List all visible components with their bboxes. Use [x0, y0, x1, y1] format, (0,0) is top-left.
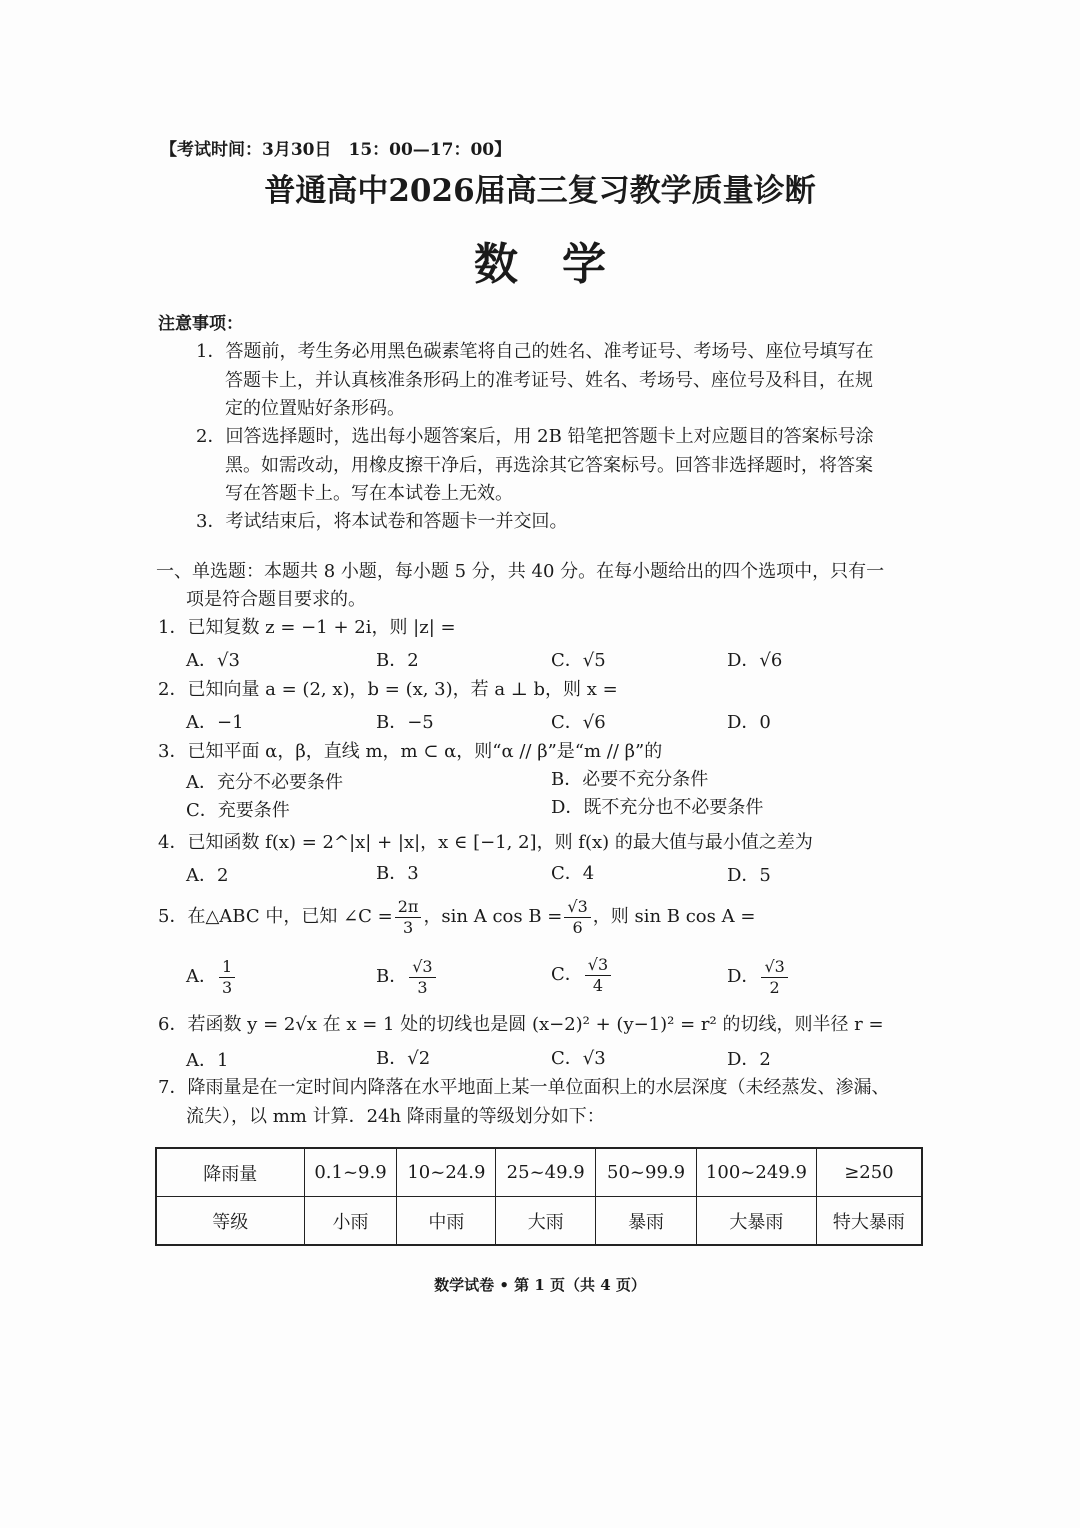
note-line: 答题卡上，并认真核准条形码上的准考证号、姓名、考场号、座位号及科目，在规	[225, 370, 873, 391]
q5-option-d	[727, 955, 790, 999]
table-cell: 10~24.9	[397, 1148, 496, 1197]
q1-option-b: B．2	[376, 650, 419, 671]
q1-option-c: C．√5	[551, 650, 606, 671]
q6-option-d: D．2	[727, 1049, 771, 1070]
option-label: D．	[727, 966, 760, 987]
denominator: 3	[417, 977, 428, 997]
q4-option-a: A．2	[186, 865, 229, 886]
note-line: 定的位置贴好条形码。	[225, 398, 405, 419]
notes-heading: 注意事项：	[158, 314, 243, 334]
q1-option-d: D．√6	[727, 650, 783, 671]
numerator: 2π	[395, 897, 422, 918]
option-fraction	[219, 957, 235, 998]
table-header-cell: 降雨量	[156, 1148, 304, 1197]
q5-text: ，则 sin B cos A =	[592, 906, 756, 927]
note-line: 1．答题前，考生务必用黑色碳素笔将自己的姓名、准考证号、考场号、座位号填写在	[196, 341, 874, 362]
numerator: √3	[564, 897, 590, 918]
q6-option-c: C．√3	[551, 1048, 606, 1069]
table-cell: 中雨	[397, 1197, 496, 1246]
question-5-stem	[158, 895, 755, 939]
table-row	[156, 1148, 922, 1197]
question-1-stem: 1．已知复数 z = −1 + 2i，则 |z| =	[158, 617, 456, 638]
q2-option-c: C．√6	[551, 712, 606, 733]
q5-fraction	[395, 897, 422, 938]
option-fraction	[585, 955, 611, 996]
q2-option-a: A．−1	[186, 712, 244, 733]
table-cell: 特大暴雨	[816, 1197, 922, 1246]
question-6-stem: 6．若函数 y = 2√x 在 x = 1 处的切线也是圆 (x−2)² + (y−1)² = r² 的切线，则半径 r =	[158, 1014, 884, 1035]
subject-title: 数 学	[474, 239, 606, 290]
q5-fraction	[564, 897, 590, 938]
note-line: 黑。如需改动，用橡皮擦干净后，再选涂其它答案标号。回答非选择题时，将答案	[225, 455, 873, 476]
table-cell: 25~49.9	[496, 1148, 596, 1197]
q3-option-d: D．既不充分也不必要条件	[551, 797, 764, 818]
q5-option-c	[551, 953, 613, 997]
numerator: √3	[585, 955, 611, 976]
q5-option-a	[186, 955, 237, 999]
note-line: 3．考试结束后，将本试卷和答题卡一并交回。	[196, 511, 568, 532]
q1-option-a: A．√3	[186, 650, 240, 671]
note-line: 2．回答选择题时，选出每小题答案后，用 2B 铅笔把答题卡上对应题目的答案标号涂	[196, 426, 874, 447]
exam-time: 【考试时间：3月30日 15：00—17：00】	[160, 140, 512, 160]
table-cell: 暴雨	[596, 1197, 697, 1246]
denominator: 4	[592, 975, 604, 995]
question-7-stem: 流失），以 mm 计算．24h 降雨量的等级划分如下：	[186, 1106, 605, 1127]
table-cell: 小雨	[304, 1197, 397, 1246]
q5-option-b	[376, 955, 438, 999]
q3-option-b: B．必要不充分条件	[551, 769, 709, 790]
table-cell: ≥250	[816, 1148, 922, 1197]
option-label: B．	[376, 966, 408, 987]
denominator: 3	[222, 977, 233, 997]
option-label: C．	[551, 964, 583, 985]
question-7-stem: 7．降雨量是在一定时间内降落在水平地面上某一单位面积上的水层深度（未经蒸发、渗漏、	[158, 1077, 890, 1098]
page-footer: 数学试卷 • 第 1 页（共 4 页）	[434, 1276, 646, 1294]
section-heading: 项是符合题目要求的。	[186, 589, 366, 610]
q3-option-a: A．充分不必要条件	[186, 772, 343, 793]
numerator: √3	[409, 957, 435, 978]
q5-text: ，sin A cos B =	[423, 906, 563, 927]
table-cell: 大暴雨	[696, 1197, 816, 1246]
table-cell: 50~99.9	[596, 1148, 697, 1197]
q3-option-c: C．充要条件	[186, 800, 290, 821]
q2-option-d: D．0	[727, 712, 771, 733]
question-2-stem: 2．已知向量 a = (2, x)，b = (x, 3)，若 a ⊥ b，则 x =	[158, 679, 618, 700]
option-fraction	[761, 957, 787, 998]
table-cell: 0.1~9.9	[304, 1148, 397, 1197]
q4-option-b: B．3	[376, 863, 419, 884]
q6-option-b: B．√2	[376, 1048, 431, 1069]
numerator: √3	[761, 957, 787, 978]
q6-option-a: A．1	[186, 1050, 229, 1071]
note-line: 写在答题卡上。写在本试卷上无效。	[225, 483, 513, 504]
numerator: 1	[219, 957, 235, 978]
question-3-stem: 3．已知平面 α，β，直线 m，m ⊂ α，则“α // β”是“m // β”的	[158, 741, 663, 762]
denominator: 3	[402, 917, 414, 937]
q5-text: 5．在△ABC 中，已知 ∠C =	[158, 906, 393, 927]
denominator: 6	[572, 917, 583, 937]
q4-option-d: D．5	[727, 865, 771, 886]
question-4-stem: 4．已知函数 f(x) = 2^|x| + |x|，x ∈ [−1, 2]，则 f(x) 的最大值与最小值之差为	[158, 832, 813, 853]
option-fraction	[409, 957, 435, 998]
q4-option-c: C．4	[551, 863, 595, 884]
q2-option-b: B．−5	[376, 712, 434, 733]
table-row	[156, 1197, 922, 1246]
denominator: 2	[769, 977, 780, 997]
section-heading: 一、单选题：本题共 8 小题，每小题 5 分，共 40 分。在每小题给出的四个选项中，只有一	[156, 561, 885, 582]
table-cell: 100~249.9	[696, 1148, 816, 1197]
table-header-cell: 等级	[156, 1197, 304, 1246]
exam-title: 普通高中2026届高三复习教学质量诊断	[264, 173, 816, 209]
rainfall-grade-table	[155, 1147, 923, 1246]
option-label: A．	[186, 966, 217, 987]
table-cell: 大雨	[496, 1197, 596, 1246]
